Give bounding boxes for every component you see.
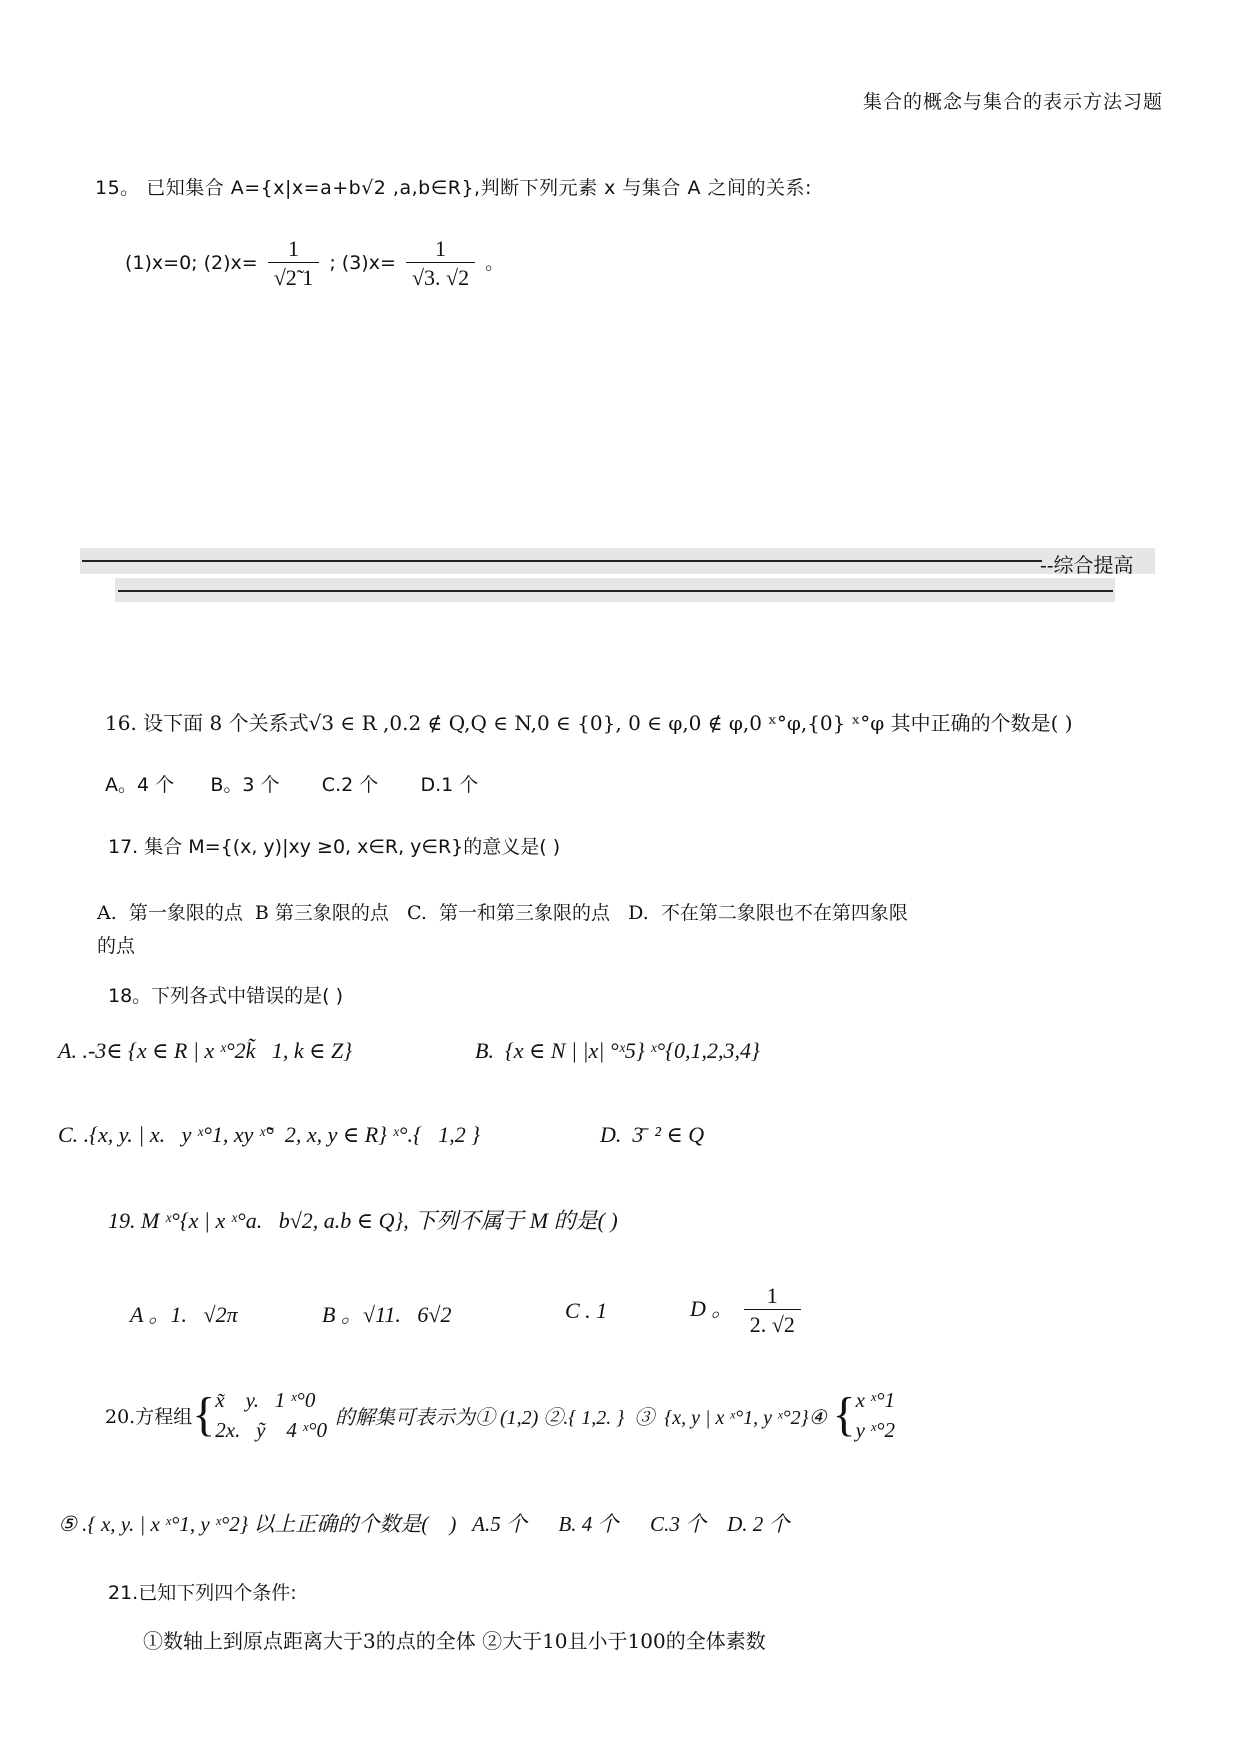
question-19-option-c: C . 1 (565, 1298, 608, 1323)
q19-option-d-denominator: 2. √2 (744, 1309, 801, 1338)
question-20-line2: ⑤ .{ x, y. | x ˣ°1, y ˣ°2} 以上正确的个数是( ) A.5 个 B. 4 个 C.3 个 D. 2 个 (58, 1512, 790, 1536)
q20-equation-system (215, 1385, 327, 1445)
question-21-stem: 21.已知下列四个条件: (108, 1582, 297, 1604)
q15-fraction-2-numerator: 1 (435, 236, 447, 261)
q20-system2-row2: y ˣ°2 (855, 1418, 895, 1442)
q19-option-d-label: D 。 (690, 1296, 734, 1321)
question-18-option-b: B. {x ∈ N | |x| °ˣ5} ˣ°{0,1,2,3,4} (475, 1038, 760, 1063)
question-16-stem: 16. 设下面 8 个关系式√3 ∈ R ,0.2 ∉ Q,Q ∈ N,0 ∈ {0}, 0 ∈ φ,0 ∉ φ,0 ˣ°φ,{0} ˣ°φ 其中正确的个数是( ) (105, 711, 1073, 735)
q19-option-d-fraction (744, 1283, 801, 1338)
q15-part1-text: (1)x=0; (2)x= (125, 252, 258, 274)
q20-prefix: 20.方程组 (105, 1405, 193, 1428)
question-17-options-line2: 的点 (97, 935, 136, 957)
question-19-option-d (690, 1283, 805, 1338)
question-15-parts (125, 236, 504, 291)
question-18-stem: 18。下列各式中错误的是( ) (108, 985, 344, 1007)
question-16-options: A。4 个 B。3 个 C.2 个 D.1 个 (105, 774, 479, 796)
q20-answer-forms: 的解集可表示为① (1,2) ②.{ 1,2. } ③ {x, y | x ˣ°1, y ˣ°2}④ (334, 1406, 827, 1429)
question-20-line1 (105, 1385, 895, 1445)
question-18-option-a: A. .-3∈ {x ∈ R | x ˣ°2k̃ 1, k ∈ Z} (58, 1038, 353, 1063)
question-21-conditions: ①数轴上到原点距离大于3的点的全体 ②大于10且小于100的全体素数 (143, 1629, 766, 1653)
q20-system-brace: { (192, 1388, 216, 1441)
page-header-title: 集合的概念与集合的表示方法习题 (862, 91, 1163, 113)
q15-fraction-1-denominator: √2̃ 1 (268, 262, 320, 291)
question-19-option-a: A 。1. √2π (130, 1302, 238, 1327)
question-18-option-d: D. 3̄ ² ∈ Q (600, 1122, 705, 1147)
q15-part2-text: ; (3)x= (329, 252, 396, 274)
q15-fraction-1 (268, 236, 320, 291)
question-19-stem: 19. M ˣ°{x | x ˣ°a. b√2, a.b ∈ Q}, 下列不属于 M 的是( ) (108, 1208, 618, 1233)
q20-equation-system-2 (856, 1385, 895, 1445)
question-17-stem: 17. 集合 M={(x, y)|xy ≥0, x∈R, y∈R}的意义是( ) (108, 836, 561, 858)
question-18-option-c: C. .{x, y. | x. y ˣ°1, xy ˣ̃° 2, x, y ∈ R} ˣ°.{ 1,2 } (58, 1122, 481, 1147)
q15-fraction-1-numerator: 1 (288, 236, 300, 261)
section-divider-line-1 (82, 560, 1042, 562)
question-17-options-line1: A. 第一象限的点 B 第三象限的点 C. 第一和第三象限的点 D. 不在第二象限也不在第四象限 (97, 902, 908, 924)
q20-equation-1: x̃ y. 1 ˣ°0 (215, 1388, 316, 1412)
q15-fraction-2-denominator: √3. √2 (406, 262, 475, 291)
q15-part3-text: 。 (485, 252, 505, 274)
q15-fraction-2 (406, 236, 475, 291)
q19-option-d-numerator: 1 (766, 1283, 778, 1308)
q20-equation-2: 2x. ỹ 4 ˣ°0 (215, 1418, 327, 1442)
q20-system2-row1: x ˣ°1 (855, 1388, 895, 1412)
section-title: --综合提高 (1040, 553, 1134, 577)
question-19-option-b: B 。√11. 6√2 (322, 1302, 452, 1327)
question-15-stem: 15。 已知集合 A={x|x=a+b√2 ,a,b∈R},判断下列元素 x 与集合 A 之间的关系: (95, 177, 812, 199)
section-divider-line-2 (118, 590, 1113, 592)
q20-system-brace-2: { (832, 1388, 856, 1441)
